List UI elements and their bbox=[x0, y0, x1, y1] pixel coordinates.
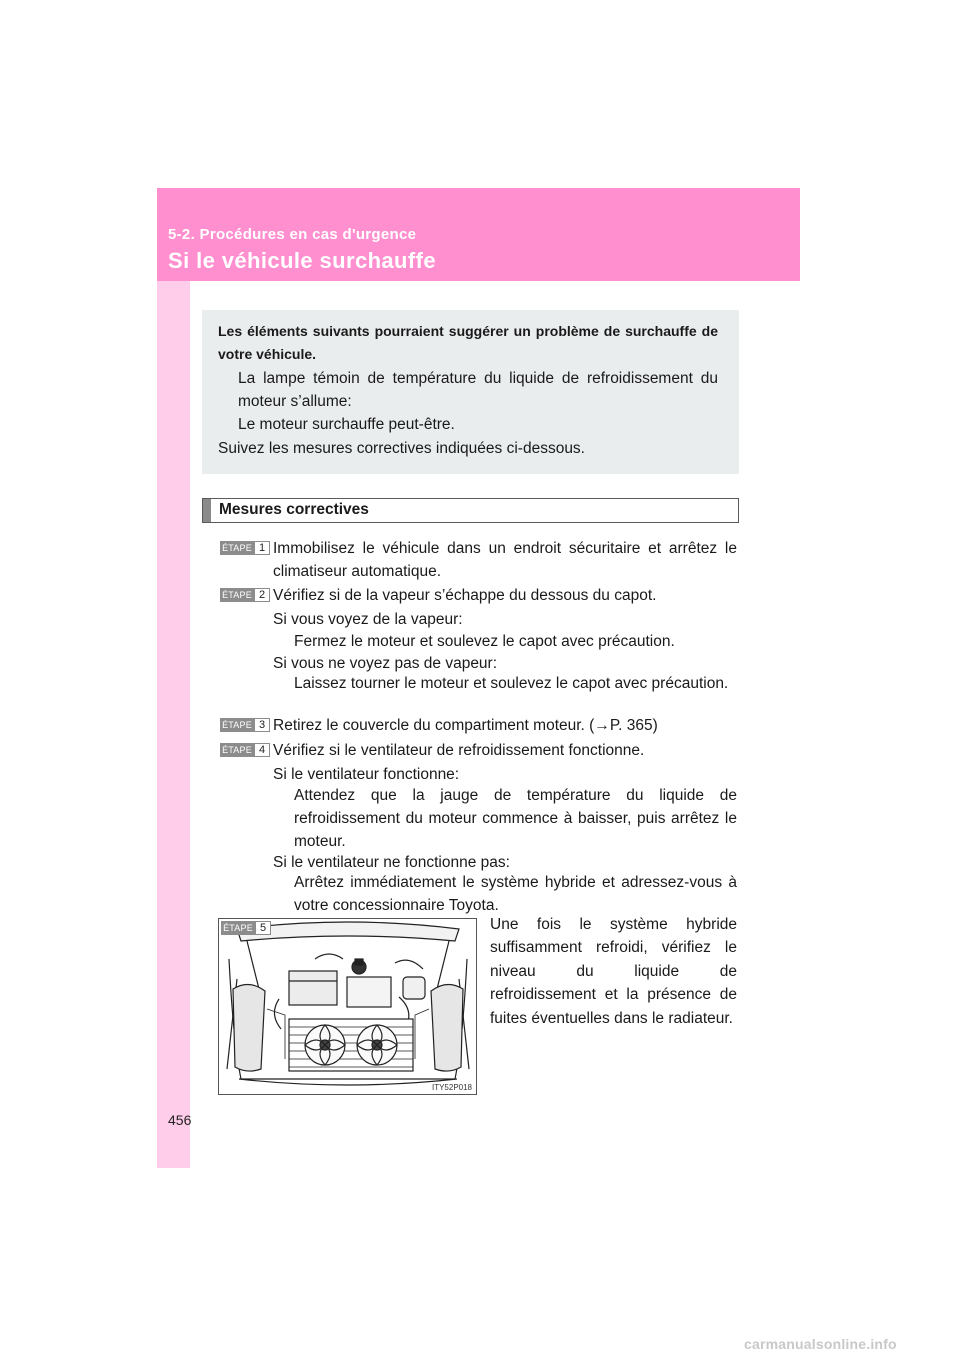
subsection-title: Mesures correctives bbox=[219, 501, 369, 518]
step-5-text: Une fois le système hybride suffisamment refroidi, vérifiez le niveau du liquide de refroidissement et la présence de fuites éventuelles dans le radiateur. bbox=[490, 916, 737, 1027]
step-badge-4 bbox=[220, 743, 270, 757]
engine-compartment-figure bbox=[218, 918, 477, 1095]
step-2-text: Vérifiez si de la vapeur s’échappe du dessous du capot. bbox=[273, 587, 657, 604]
step-1-text: Immobilisez le véhicule dans un endroit sécuritaire et arrêtez le climatiseur automatique. bbox=[273, 540, 737, 580]
step-number: 2 bbox=[254, 588, 270, 602]
step-badge-1 bbox=[220, 541, 270, 555]
info-box bbox=[202, 310, 739, 474]
info-note: Suivez les mesures correctives indiquées ci-dessous. bbox=[218, 440, 585, 457]
step-word: ÉTAPE bbox=[220, 743, 254, 757]
step-4-action-1: Attendez que la jauge de température du liquide de refroidissement du moteur commence à baisser, puis arrêtez le moteur. bbox=[294, 787, 737, 850]
step-number: 1 bbox=[254, 541, 270, 555]
page-number: 456 bbox=[168, 1112, 192, 1128]
step-4-action-2: Arrêtez immédiatement le système hybride et adressez-vous à votre concessionnaire Toyota. bbox=[294, 874, 737, 914]
step-4-text: Vérifiez si le ventilateur de refroidissement fonctionne. bbox=[273, 742, 645, 759]
step-badge-3 bbox=[220, 718, 270, 732]
info-intro: Les éléments suivants pourraient suggérer un problème de surchauffe de votre véhicule. bbox=[218, 323, 718, 362]
watermark: carmanualsonline.info bbox=[744, 1336, 897, 1352]
section-label: 5-2. Procédures en cas d'urgence bbox=[168, 226, 417, 243]
side-strip bbox=[157, 281, 190, 1168]
info-item-sub: Le moteur surchauffe peut-être. bbox=[238, 416, 455, 433]
step-2-action-2: Laissez tourner le moteur et soulevez le capot avec précaution. bbox=[294, 675, 729, 692]
subsection-header bbox=[202, 498, 739, 523]
step-4-condition-2: Si le ventilateur ne fonctionne pas: bbox=[273, 854, 510, 871]
step-2-action-1: Fermez le moteur et soulevez le capot avec précaution. bbox=[294, 633, 675, 650]
step-4-condition-1: Si le ventilateur fonctionne: bbox=[273, 766, 460, 783]
subsection-bar bbox=[203, 499, 211, 522]
figure-code: ITY52P018 bbox=[431, 1083, 472, 1092]
step-number: 3 bbox=[254, 718, 270, 732]
step-3-text: Retirez le couvercle du compartiment moteur. (→P. 365) bbox=[273, 717, 658, 734]
step-word: ÉTAPE bbox=[220, 541, 254, 555]
step-badge-5 bbox=[221, 921, 271, 935]
step-word: ÉTAPE bbox=[220, 718, 254, 732]
step-2-condition-2: Si vous ne voyez pas de vapeur: bbox=[273, 655, 498, 672]
step-badge-2 bbox=[220, 588, 270, 602]
engine-compartment-illustration bbox=[219, 919, 476, 1094]
step-2-condition-1: Si vous voyez de la vapeur: bbox=[273, 611, 463, 628]
step-number: 4 bbox=[254, 743, 270, 757]
page-title: Si le véhicule surchauffe bbox=[168, 248, 436, 273]
step-word: ÉTAPE bbox=[220, 588, 254, 602]
info-item: La lampe témoin de température du liquide de refroidissement du moteur s’allume: bbox=[238, 370, 718, 410]
step-word: ÉTAPE bbox=[221, 921, 255, 935]
step-number: 5 bbox=[255, 921, 271, 935]
